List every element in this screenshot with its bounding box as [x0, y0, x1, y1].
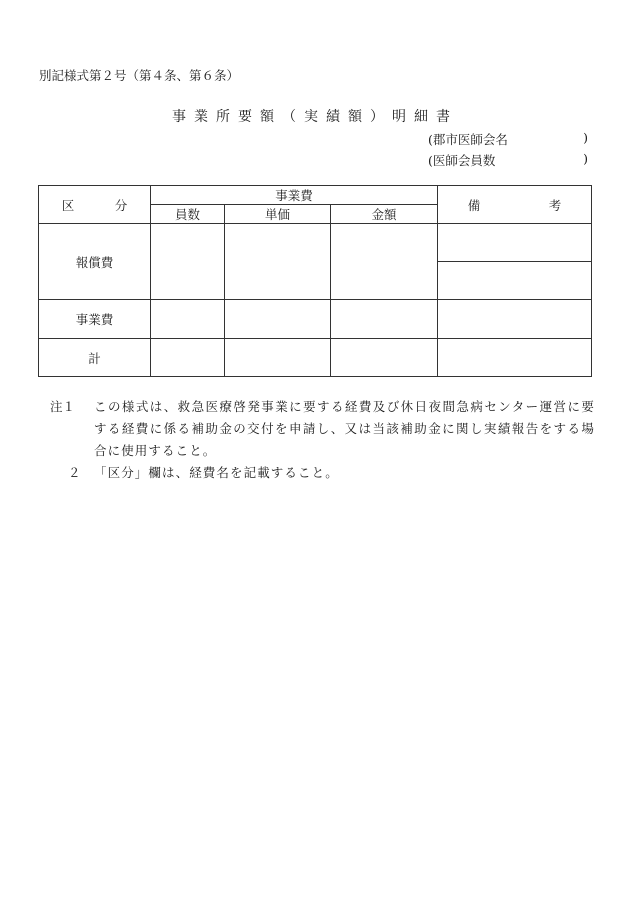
cell-total-amount[interactable]: [331, 339, 438, 377]
notes-section: [50, 396, 595, 484]
member-count-line: [428, 151, 588, 169]
association-name-line: [428, 130, 588, 148]
header-amount: 金額: [331, 205, 438, 224]
header-business-cost: 事業費: [151, 186, 438, 205]
header-remarks: 備 考: [438, 186, 592, 224]
note-1-label: 注１: [50, 399, 76, 414]
cell-business-remarks[interactable]: [438, 300, 592, 339]
row-label-remuneration: 報償費: [39, 224, 151, 300]
cell-remuneration-remarks-2[interactable]: [438, 262, 592, 300]
association-name-label: (郡市医師会名: [428, 132, 508, 147]
note-2-label: ２: [68, 465, 81, 480]
table-row-business: [39, 300, 592, 339]
cell-remuneration-amount[interactable]: [331, 224, 438, 300]
form-number: 別記様式第２号（第４条、第６条）: [39, 68, 240, 83]
cell-total-count[interactable]: [151, 339, 225, 377]
document-title: 事業所要額（実績額）明細書: [172, 109, 458, 125]
member-count-label: (医師会員数: [428, 153, 496, 168]
cell-business-amount[interactable]: [331, 300, 438, 339]
cell-total-remarks[interactable]: [438, 339, 592, 377]
header-row-1: [39, 186, 592, 205]
header-count: 員数: [151, 205, 225, 224]
table-row-remuneration: [39, 224, 592, 262]
cell-total-unit-price[interactable]: [225, 339, 331, 377]
cell-remuneration-unit-price[interactable]: [225, 224, 331, 300]
note-2-text: 「区分」欄は、経費名を記載すること。: [94, 465, 339, 480]
row-label-total: 計: [39, 339, 151, 377]
note-1: [50, 396, 595, 462]
header-unit-price: 単価: [225, 205, 331, 224]
cell-business-unit-price[interactable]: [225, 300, 331, 339]
note-1-text: この様式は、救急医療啓発事業に要する経費及び休日夜間急病センター運営に要する経費に係る補助金の交付を申請し、又は当該補助金に関し実績報告をする場合に使用すること。: [94, 399, 595, 458]
note-2: [50, 462, 595, 484]
cell-remuneration-remarks-1[interactable]: [438, 224, 592, 262]
cell-business-count[interactable]: [151, 300, 225, 339]
header-category: 区 分: [39, 186, 151, 224]
association-name-close: ): [583, 130, 588, 145]
row-label-business: 事業費: [39, 300, 151, 339]
member-count-close: ): [583, 151, 588, 166]
details-table: [38, 185, 592, 377]
cell-remuneration-count[interactable]: [151, 224, 225, 300]
table-row-total: [39, 339, 592, 377]
